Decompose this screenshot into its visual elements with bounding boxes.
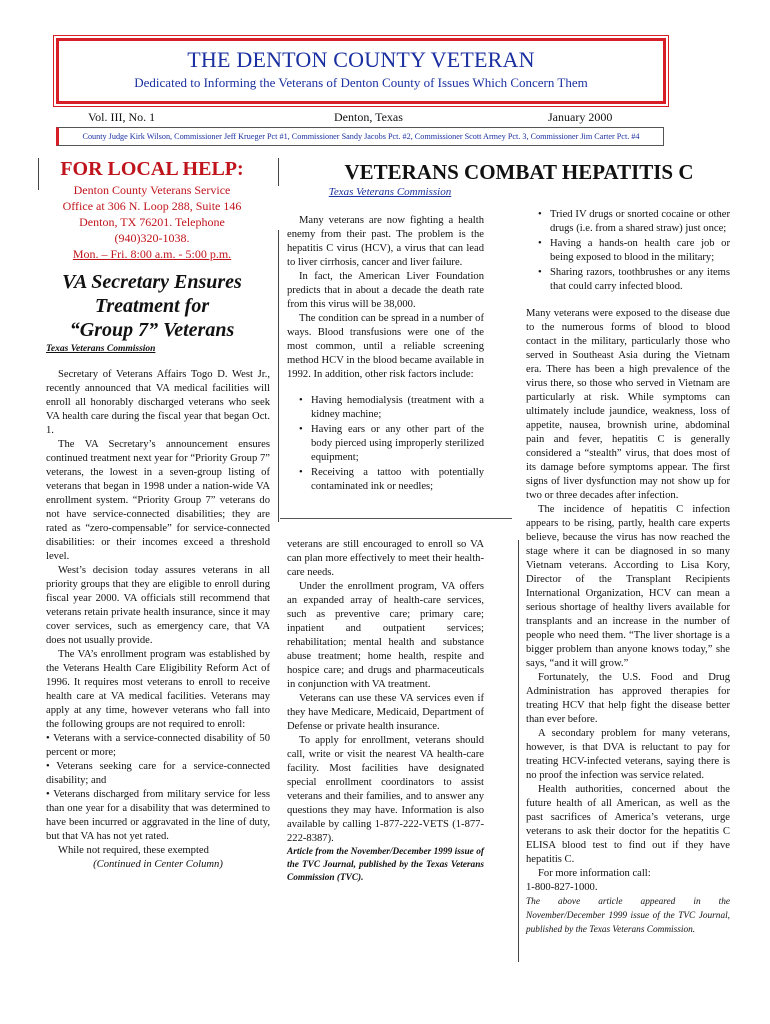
local-help-line: Denton, TX 76201. Telephone bbox=[79, 215, 225, 229]
newsletter-title: THE DENTON COUNTY VETERAN bbox=[187, 47, 535, 72]
issue-date: January 2000 bbox=[548, 110, 613, 124]
paragraph: The condition can be spread in a number of ways. Blood transfusions were one of the most common, until a reliable screening method HCV in the blood became available in 1992. In addition, other risk factors include: bbox=[287, 313, 484, 380]
paragraph: The VA’s enrollment program was established by the Veterans Health Care Eligibility Reform Act of 1996. It requires most veterans to enroll to receive health care at VA medical facilities. Veterans may apply at any time, however veterans who fall into the following groups are not required to enroll: bbox=[46, 649, 270, 730]
paragraph: Many veterans were exposed to the disease due to the numerous forms of blood to blood contact in the military, particularly those who served in Southeast Asia during the Vietnam era. There has been a high prevalence of the virus there, so those who served in Vietnam are particularly at risk. While symptoms can ultimately include jaundice, weakness, loss of appetite, nausea, brownish urine, abdominal pain and fever, hepatitis C is generally considered a “stealth” virus, that does most of its damage before symptoms appear. The first signs of liver dysfunction may not show up for two or three decades after infection. bbox=[526, 308, 730, 501]
column-rule bbox=[278, 158, 279, 186]
paragraph: The VA Secretary’s announcement ensures continued treatment next year for “Priority Group 7” veterans, the lowest in a seven-group listing of veterans that began in 1998 under a nation-wide VA enrollment system. “Priority Group 7” veterans do not have service-connected disabilities; they are rated as “zero-compensable” for service-connected disabilities: or their incomes exceed a threshold level. bbox=[46, 439, 270, 562]
phone-number: 1-800-827-1000. bbox=[526, 882, 598, 893]
paragraph: To apply for enrollment, veterans should call, write or visit the nearest VA health-care facility. Most facilities have designated special enrollment coordinators to assist veterans and their families, and to answer any questions they may have. Information is also available by calling 1-877-222-VETS (1-877-222-8387). bbox=[287, 735, 484, 844]
newsletter-tagline: Dedicated to Informing the Veterans of Denton County of Issues Which Concern Them bbox=[134, 75, 588, 90]
paragraph: While not required, these exempted bbox=[58, 845, 209, 856]
paragraph: Fortunately, the U.S. Food and Drug Administration has approved therapies for treating HCV that help fight the disease better than ever before. bbox=[526, 672, 730, 725]
masthead bbox=[56, 38, 666, 104]
risk-list bbox=[287, 394, 484, 494]
paragraph: In fact, the American Liver Foundation predicts that in about a decade the death rate from this virus will be 38,000. bbox=[287, 271, 484, 310]
risk-item: • Having a hands-on health care job or being exposed to blood in the military; bbox=[540, 237, 730, 265]
issue-place: Denton, Texas bbox=[334, 110, 403, 124]
headline-line: VA Secretary Ensures bbox=[62, 271, 242, 293]
paragraph: West’s decision today assures veterans in all priority groups that they are eligible to enroll during fiscal year 2000. VA officials still recommend that veterans retain private health insurance, since it may cover services, such as emergency care, that VA does not usually provide. bbox=[46, 565, 270, 646]
hepatitis-byline: Texas Veterans Commission bbox=[328, 186, 452, 198]
continued-note: (Continued in Center Column) bbox=[93, 859, 223, 870]
local-help-line: Mon. – Fri. 8:00 a.m. - 5:00 p.m. bbox=[72, 247, 232, 261]
paragraph: Secretary of Veterans Affairs Togo D. West Jr., recently announced that VA medical facilities will enroll all honorably discharged veterans who seek VA health care during the fiscal year that began Oct. 1. bbox=[46, 369, 270, 436]
bullet-item: • Veterans discharged from military service for less than one year for a disability that was determined to have been incurred or aggravated in the line of duty, but that VA has not yet rated. bbox=[46, 789, 271, 842]
paragraph: veterans are still encouraged to enroll so VA can plan more effectively to meet their health-care needs. bbox=[287, 539, 484, 578]
local-help-heading: FOR LOCAL HELP: bbox=[60, 158, 244, 180]
issue-volume: Vol. III, No. 1 bbox=[88, 110, 156, 124]
risk-item: • Sharing razors, toothbrushes or any items that could carry infected blood. bbox=[540, 266, 730, 294]
headline-line: “Group 7” Veterans bbox=[69, 319, 235, 341]
risk-item: • Tried IV drugs or snorted cocaine or other drugs (i.e. from a shared straw) just once; bbox=[540, 208, 730, 236]
bullet-item: • Veterans seeking care for a service-connected disability; and bbox=[46, 761, 270, 786]
paragraph: Veterans can use these VA services even if they have Medicare, Medicaid, Department of Defense or private health insurance. bbox=[287, 693, 484, 732]
local-help-info bbox=[36, 182, 268, 262]
va-article-continued bbox=[287, 538, 484, 885]
risk-item: • Having hemodialysis (treatment with a kidney machine; bbox=[301, 394, 484, 422]
box-rule bbox=[280, 518, 512, 519]
risk-item: • Receiving a tattoo with potentially contaminated ink or needles; bbox=[301, 466, 484, 494]
column-rule bbox=[518, 540, 519, 962]
bullet-item: • Veterans with a service-connected disability of 50 percent or more; bbox=[46, 733, 271, 758]
paragraph: The incidence of hepatitis C infection appears to be rising, partly, health care experts believe, because the virus has now reached the stage where it can be diagnosed in so many Vietnam veterans. According to Lisa Kory, Director of the Transplant Recipients International Organization, HCV can mean a serious shortage of healthy livers available for transplants and an increase in the number of people who need them. “The liver shortage is a bigger problem than anyone knows today,” she says, “and it will grow.” bbox=[526, 504, 730, 669]
paragraph: Under the enrollment program, VA offers an expanded array of health-care services, such as preventive care; primary care; inpatient and outpatient services; rehabilitation; mental health and substance abuse treatment; home health, respite and hospice care; and drugs and pharmaceuticals in conjunction with VA treatment. bbox=[287, 581, 484, 690]
va-article-body bbox=[46, 342, 270, 872]
hepatitis-intro bbox=[287, 214, 484, 495]
local-help-line: (940)320-1038. bbox=[114, 231, 190, 245]
va-byline: Texas Veterans Commission bbox=[46, 344, 156, 354]
risk-item: • Having ears or any other part of the body pierced using improperly sterilized equipment; bbox=[301, 423, 484, 465]
hepatitis-body bbox=[526, 208, 730, 937]
column-rule bbox=[278, 230, 279, 522]
local-help-line: Office at 306 N. Loop 288, Suite 146 bbox=[62, 199, 242, 213]
article-credit: The above article appeared in the November/December 1999 issue of the TVC Journal, published by the Texas Veterans Commission. bbox=[526, 897, 730, 935]
risk-list bbox=[526, 208, 730, 294]
article-credit: Article from the November/December 1999 issue of the TVC Journal, published by the Texas Veterans Commission (TVC). bbox=[287, 847, 484, 883]
va-article-headline bbox=[36, 270, 268, 342]
paragraph: Many veterans are now fighting a health enemy from their past. The problem is the hepatitis C virus (HCV), a virus that can lead to liver cirrhosis, cancer and liver failure. bbox=[287, 215, 484, 268]
headline-line: Treatment for bbox=[94, 295, 210, 317]
paragraph: Health authorities, concerned about the future health of all American, as well as the past sacrifices of America’s veterans, urge veterans to ask their doctor for the hepatitis C ELISA blood test to find out if they have hepatitis C. bbox=[526, 784, 730, 865]
local-help-line: Denton County Veterans Service bbox=[73, 183, 231, 197]
officials-bar: County Judge Kirk Wilson, Commissioner Jeff Krueger Pct #1, Commissioner Sandy Jacobs Pct. #2, Commissioner Scott Armey Pct. 3, Commissioner Jim Carter Pct. #4 bbox=[56, 127, 664, 146]
hepatitis-headline: VETERANS COMBAT HEPATITIS C bbox=[344, 160, 694, 184]
paragraph: A secondary problem for many veterans, however, is that DVA is reluctant to pay for treating HCV-infected veterans, saying there is no proof the infection was service related. bbox=[526, 728, 730, 781]
paragraph: For more information call: bbox=[538, 868, 651, 879]
